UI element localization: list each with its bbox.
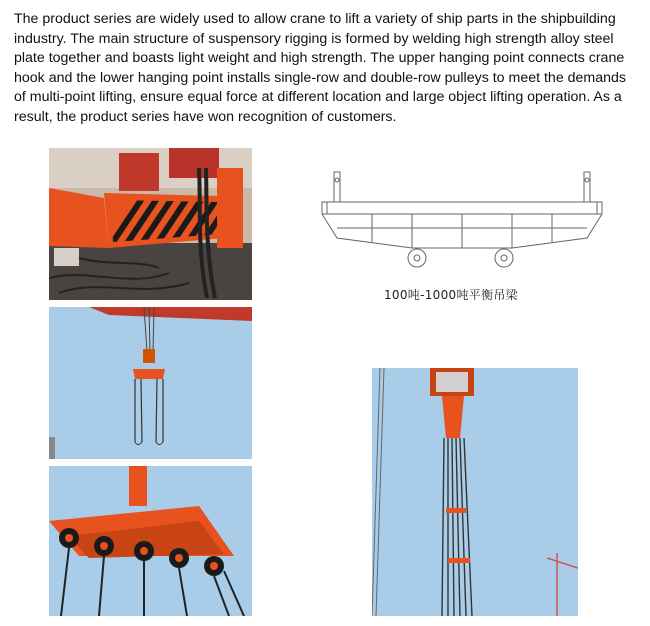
photo-pulley-beam-closeup xyxy=(49,466,252,616)
photo-hanging-hook-sky xyxy=(49,307,252,459)
photo-lifting-beam-on-deck xyxy=(49,148,252,300)
intro-paragraph: The product series are widely used to allow crane to lift a variety of ship parts in the shipbuilding industry. The main structure of suspensory rigging is formed by welding high strength alloy steel plate together and boasts light weight and high strength. The upper hanging point connects crane hook and the lower hanging point installs single-row and double-row pulleys to meet the demands of multi-point lifting, ensure equal force at different location and large object lifting operation. As a result, the product series have won recognition of customers. xyxy=(14,11,627,125)
balance-beam-diagram xyxy=(312,170,612,275)
photo-vertical-rigging xyxy=(372,368,578,616)
diagram-caption: 100吨-1000吨平衡吊梁 xyxy=(384,288,518,302)
